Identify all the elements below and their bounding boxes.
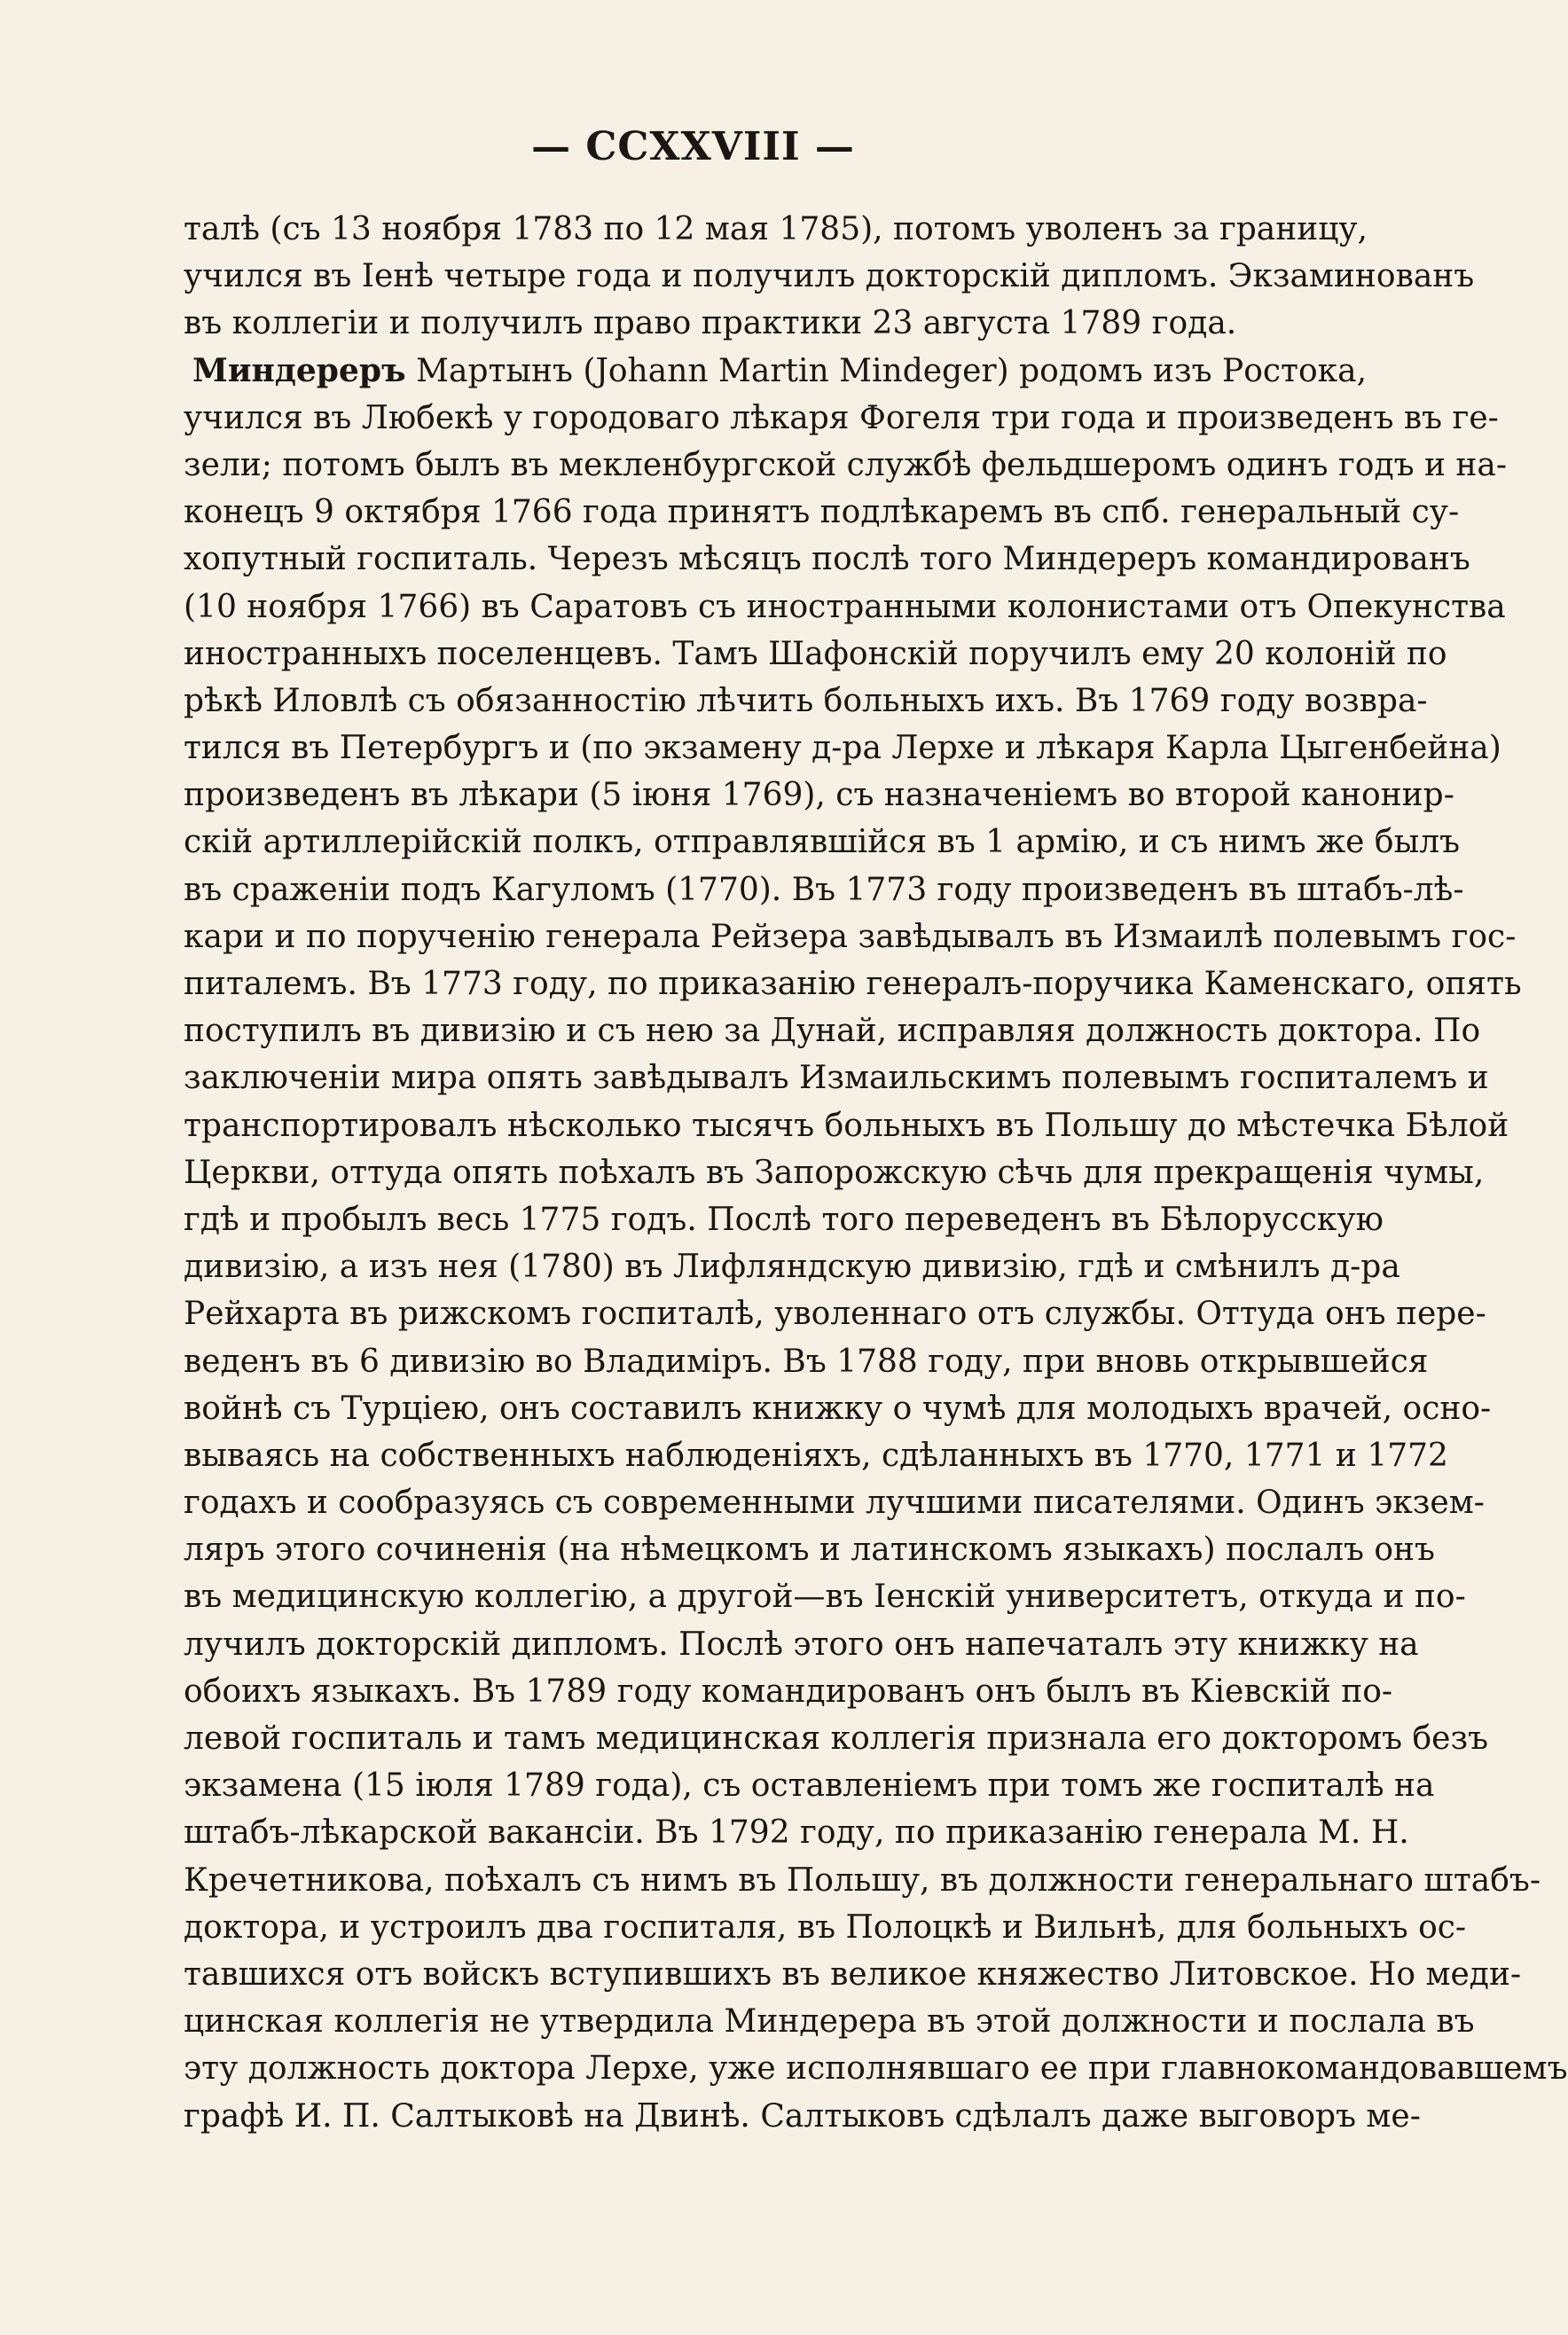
text-line: кари и по порученію генерала Рейзера завѣдывалъ въ Измаилѣ полевымъ гос-: [184, 918, 1517, 955]
text-line: лучилъ докторскій дипломъ. Послѣ этого онъ напечаталъ эту книжку на: [184, 1626, 1419, 1663]
text-line: учился въ Іенѣ четыре года и получилъ докторскій дипломъ. Экзаминованъ: [184, 258, 1475, 295]
text-line: поступилъ въ дивизію и съ нею за Дунай, исправляя должность доктора. По: [184, 1013, 1481, 1050]
text-line: графѣ И. П. Салтыковѣ на Двинѣ. Салтыковъ сдѣлалъ даже выговоръ ме-: [184, 2097, 1421, 2135]
text-line: тился въ Петербургъ и (по экзамену д-ра Лерхе и лѣкаря Карла Цыгенбейна): [184, 730, 1501, 767]
text-line: заключеніи мира опять завѣдывалъ Измаильскимъ полевымъ госпиталемъ и: [184, 1060, 1489, 1097]
text-line: экзамена (15 іюля 1789 года), съ оставленіемъ при томъ же госпиталѣ на: [184, 1767, 1435, 1805]
text-line: вываясь на собственныхъ наблюденіяхъ, сдѣланныхъ въ 1770, 1771 и 1772: [184, 1437, 1448, 1474]
text-line: въ медицинскую коллегію, а другой—въ Іенскій университетъ, откуда и по-: [184, 1579, 1466, 1616]
page-header: — CCXXVIII —: [531, 124, 855, 169]
text-line: талѣ (съ 13 ноября 1783 по 12 мая 1785), потомъ уволенъ за границу,: [184, 211, 1368, 247]
text-line: питалемъ. Въ 1773 году, по приказанію генералъ-поручика Каменскаго, опять: [184, 966, 1522, 1002]
text-line: ляръ этого сочиненія (на нѣмецкомъ и латинскомъ языкахъ) послалъ онъ: [184, 1532, 1435, 1569]
text-line: Рейхарта въ рижскомъ госпиталѣ, уволеннаго отъ службы. Оттуда онъ пере-: [184, 1296, 1486, 1333]
text-line: зели; потомъ былъ въ мекленбургской службѣ фельдшеромъ одинъ годъ и на-: [184, 446, 1508, 483]
text-line: веденъ въ 6 дивизію во Владиміръ. Въ 1788 году, при вновь открывшейся: [184, 1343, 1429, 1380]
text-line: обоихъ языкахъ. Въ 1789 году командированъ онъ былъ въ Кіевскій по-: [184, 1673, 1393, 1710]
body-text: [184, 206, 1568, 2140]
text-line: учился въ Любекѣ у городоваго лѣкаря Фогеля три года и произведенъ въ ге-: [184, 399, 1499, 436]
text-line: левой госпиталь и тамъ медицинская коллегія признала его докторомъ безъ: [184, 1720, 1489, 1757]
text-line: скій артиллерійскій полкъ, отправлявшійся въ 1 армію, и съ нимъ же былъ: [184, 824, 1461, 861]
text-line: иностранныхъ поселенцевъ. Тамъ Шафонскій поручилъ ему 20 колоній по: [184, 635, 1447, 672]
text-line: Миндереръ Мартынъ (Johann Martin Mindeger) родомъ изъ Ростока,: [192, 351, 1368, 389]
entry-name: Миндереръ: [192, 351, 406, 389]
text-line: хопутный госпиталь. Черезъ мѣсяцъ послѣ того Миндереръ командированъ: [184, 541, 1470, 578]
text-line: (10 ноября 1766) въ Саратовъ съ иностранными колонистами отъ Опекунства: [184, 588, 1506, 625]
text-line: Церкви, оттуда опять поѣхалъ въ Запорожскую сѣчь для прекращенія чумы,: [184, 1154, 1485, 1191]
text-line: тавшихся отъ войскъ вступившихъ въ великое княжество Литовское. Но меди-: [184, 1955, 1522, 1993]
text-line: эту должность доктора Лерхе, уже исполнявшаго ее при главнокомандовавшемъ: [184, 2050, 1568, 2088]
text-line: гдѣ и пробылъ весь 1775 годъ. Послѣ того переведенъ въ Бѣлорусскую: [184, 1201, 1384, 1238]
text-line: цинская коллегія не утвердила Миндерера въ этой должности и послала въ: [184, 2003, 1475, 2041]
text-line: годахъ и сообразуясь съ современными лучшими писателями. Одинъ экзем-: [184, 1485, 1485, 1522]
text-line: Кречетникова, поѣхалъ съ нимъ въ Польшу, въ должности генеральнаго штабъ-: [184, 1861, 1541, 1899]
text-line: штабъ-лѣкарской вакансіи. Въ 1792 году, по приказанію генерала М. Н.: [184, 1814, 1409, 1852]
text-line: дивизію, а изъ нея (1780) въ Лифляндскую дивизію, гдѣ и смѣнилъ д-ра: [184, 1249, 1400, 1286]
text-line: въ коллегіи и получилъ право практики 23 августа 1789 года.: [184, 305, 1237, 342]
text-line: доктора, и устроилъ два госпиталя, въ Полоцкѣ и Вильнѣ, для больныхъ ос-: [184, 1908, 1467, 1946]
text-line: произведенъ въ лѣкари (5 іюня 1769), съ назначеніемъ во второй канонир-: [184, 777, 1454, 814]
text-line: конецъ 9 октября 1766 года принятъ подлѣкаремъ въ спб. генеральный су-: [184, 494, 1460, 531]
text-line: въ сраженіи подъ Кагуломъ (1770). Въ 1773 году произведенъ въ штабъ-лѣ-: [184, 871, 1464, 908]
text-line: транспортировалъ нѣсколько тысячъ больныхъ въ Польшу до мѣстечка Бѣлой: [184, 1107, 1509, 1144]
text-line: войнѣ съ Турціею, онъ составилъ книжку о чумѣ для молодыхъ врачей, осно-: [184, 1390, 1492, 1427]
text-line: рѣкѣ Иловлѣ съ обязанностію лѣчить больныхъ ихъ. Въ 1769 году возвра-: [184, 682, 1428, 719]
